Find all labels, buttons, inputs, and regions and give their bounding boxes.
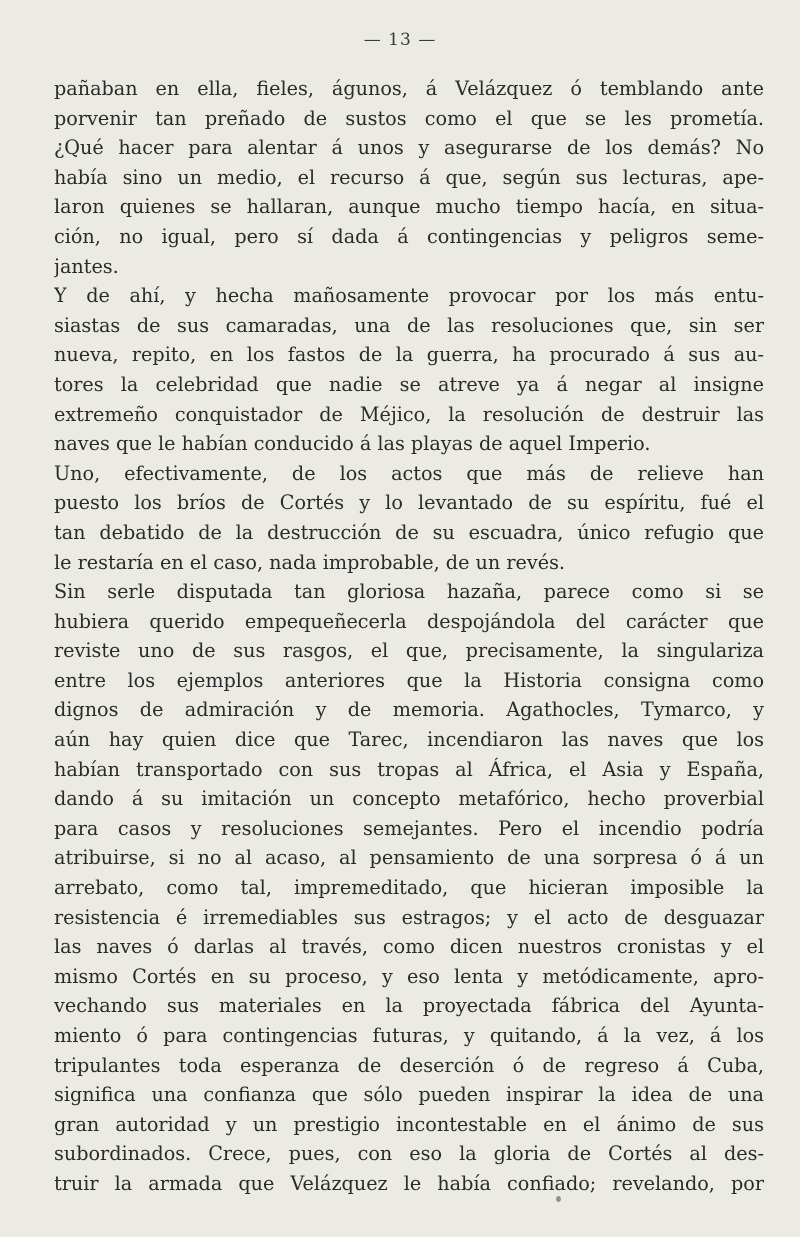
text-line: pañaban en ella, fieles, águnos, á Velázquez ó temblando ante	[54, 77, 764, 100]
text-line: jantes.	[54, 254, 119, 278]
text-line: siastas de sus camaradas, una de las resoluciones que, sin ser	[54, 313, 764, 337]
text-line: entre los ejemplos anteriores que la Historia consigna como	[54, 668, 764, 692]
text-line: reviste uno de sus rasgos, el que, precisamente, la singulariza	[54, 639, 764, 663]
text-line: ¿Qué hacer para alentar á unos y asegurarse de los demás? No	[54, 136, 764, 160]
text-line: Sin serle disputada tan gloriosa hazaña, parece como si se	[54, 580, 764, 604]
text-line: le restaría en el caso, nada improbable, de un revés.	[54, 550, 566, 574]
text-line: truir la armada que Velázquez le había confiado; revelando, por	[54, 1171, 764, 1195]
text-line: dando á su imitación un concepto metafórico, hecho proverbial	[54, 787, 764, 811]
text-line: había sino un medio, el recurso á que, según sus lecturas, ape-	[54, 165, 764, 189]
text-line: nueva, repito, en los fastos de la guerra, ha procurado á sus au-	[54, 343, 764, 367]
text-line: tripulantes toda esperanza de deserción ó de regreso á Cuba,	[54, 1053, 764, 1077]
text-line: naves que le habían conducido á las playas de aquel Imperio.	[54, 432, 651, 456]
text-line: aún hay quien dice que Tarec, incendiaron las naves que los	[54, 728, 764, 752]
text-line: Uno, efectivamente, de los actos que más de relieve han	[54, 461, 764, 485]
text-line: extremeño conquistador de Méjico, la resolución de destruir las	[54, 402, 764, 426]
text-line: las naves ó darlas al través, como dicen nuestros cronistas y el	[54, 935, 764, 959]
text-line: resistencia é irremediables sus estragos; y el acto de desguazar	[54, 905, 764, 929]
text-line: significa una confianza que sólo pueden inspirar la idea de una	[54, 1083, 764, 1107]
text-line: tores la celebridad que nadie se atreve ya á negar al insigne	[54, 372, 764, 396]
text-line: mismo Cortés en su proceso, y eso lenta y metódicamente, apro-	[54, 964, 764, 988]
text-line: atribuirse, si no al acaso, al pensamiento de una sorpresa ó á un	[54, 846, 764, 870]
text-line: vechando sus materiales en la proyectada fábrica del Ayunta-	[54, 994, 764, 1018]
text-line: tan debatido de la destrucción de su escuadra, único refugio que	[54, 520, 764, 544]
text-line: gran autoridad y un prestigio incontestable en el ánimo de sus	[54, 1112, 764, 1136]
text-line: porvenir tan preñado de sustos como el que se les prometía.	[54, 106, 764, 130]
text-line: habían transportado con sus tropas al África, el Asia y España,	[54, 757, 764, 781]
text-line: puesto los bríos de Cortés y lo levantado de su espíritu, fué el	[54, 491, 764, 515]
text-line: para casos y resoluciones semejantes. Pero el incendio podría	[54, 816, 764, 840]
body-text	[54, 74, 764, 1199]
text-line: subordinados. Crece, pues, con eso la gloria de Cortés al des-	[54, 1142, 764, 1166]
paper-speck	[556, 1196, 561, 1202]
text-line: laron quienes se hallaran, aunque mucho tiempo hacía, en situa-	[54, 195, 764, 219]
text-line: dignos de admiración y de memoria. Agathocles, Tymarco, y	[54, 698, 764, 722]
text-line: ción, no igual, pero sí dada á contingencias y peligros seme-	[54, 224, 764, 248]
text-line: miento ó para contingencias futuras, y quitando, á la vez, á los	[54, 1024, 764, 1047]
page-number: — 13 —	[363, 30, 437, 50]
text-line: arrebato, como tal, impremeditado, que hicieran imposible la	[54, 876, 764, 900]
text-line: hubiera querido empequeñecerla despojándola del carácter que	[54, 609, 764, 633]
text-line: Y de ahí, y hecha mañosamente provocar por los más entu-	[54, 284, 764, 308]
